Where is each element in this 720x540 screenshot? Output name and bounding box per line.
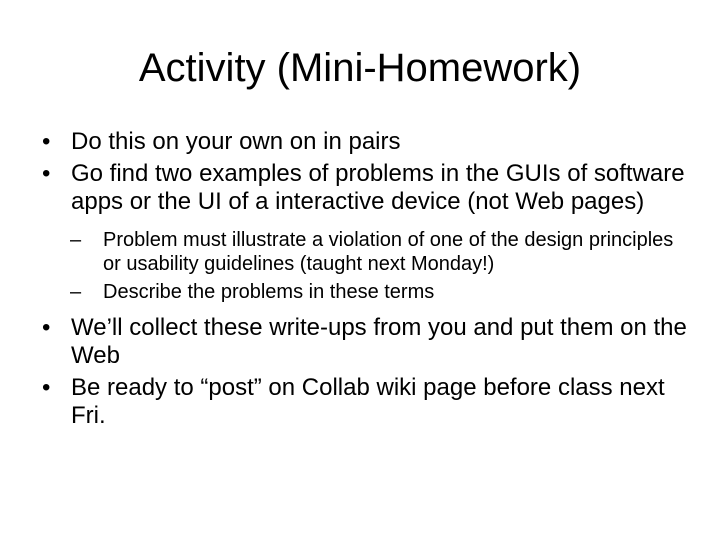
bullet-item: [42, 314, 692, 370]
slide-title: Activity (Mini-Homework): [138, 46, 582, 90]
bullet-text: Do this on your own on in pairs: [71, 128, 401, 155]
sub-bullet-list: [70, 228, 692, 304]
sub-bullet-text: Describe the problems in these terms: [103, 281, 435, 303]
dash-marker: –: [70, 281, 82, 303]
bullet-text: We’ll collect these write-ups from you and put them on the Web: [71, 314, 687, 369]
slide-body: [42, 128, 692, 434]
bullet-marker: •: [42, 374, 51, 401]
bullet-marker: •: [42, 160, 51, 187]
bullet-item: [42, 128, 692, 156]
bullet-item: [42, 160, 692, 304]
bullet-marker: •: [42, 128, 51, 155]
bullet-list: [42, 128, 692, 430]
bullet-item: [42, 374, 692, 430]
sub-bullet-text: Problem must illustrate a violation of one of the design principles or usability guidelines (taught next Monday!): [103, 229, 674, 275]
dash-marker: –: [70, 229, 82, 251]
bullet-text: Go find two examples of problems in the GUIs of software apps or the UI of a interactive device (not Web pages): [71, 160, 685, 215]
sub-bullet-item: [70, 280, 692, 304]
sub-bullet-item: [70, 228, 692, 276]
bullet-text: Be ready to “post” on Collab wiki page before class next Fri.: [71, 374, 665, 429]
bullet-marker: •: [42, 314, 51, 341]
